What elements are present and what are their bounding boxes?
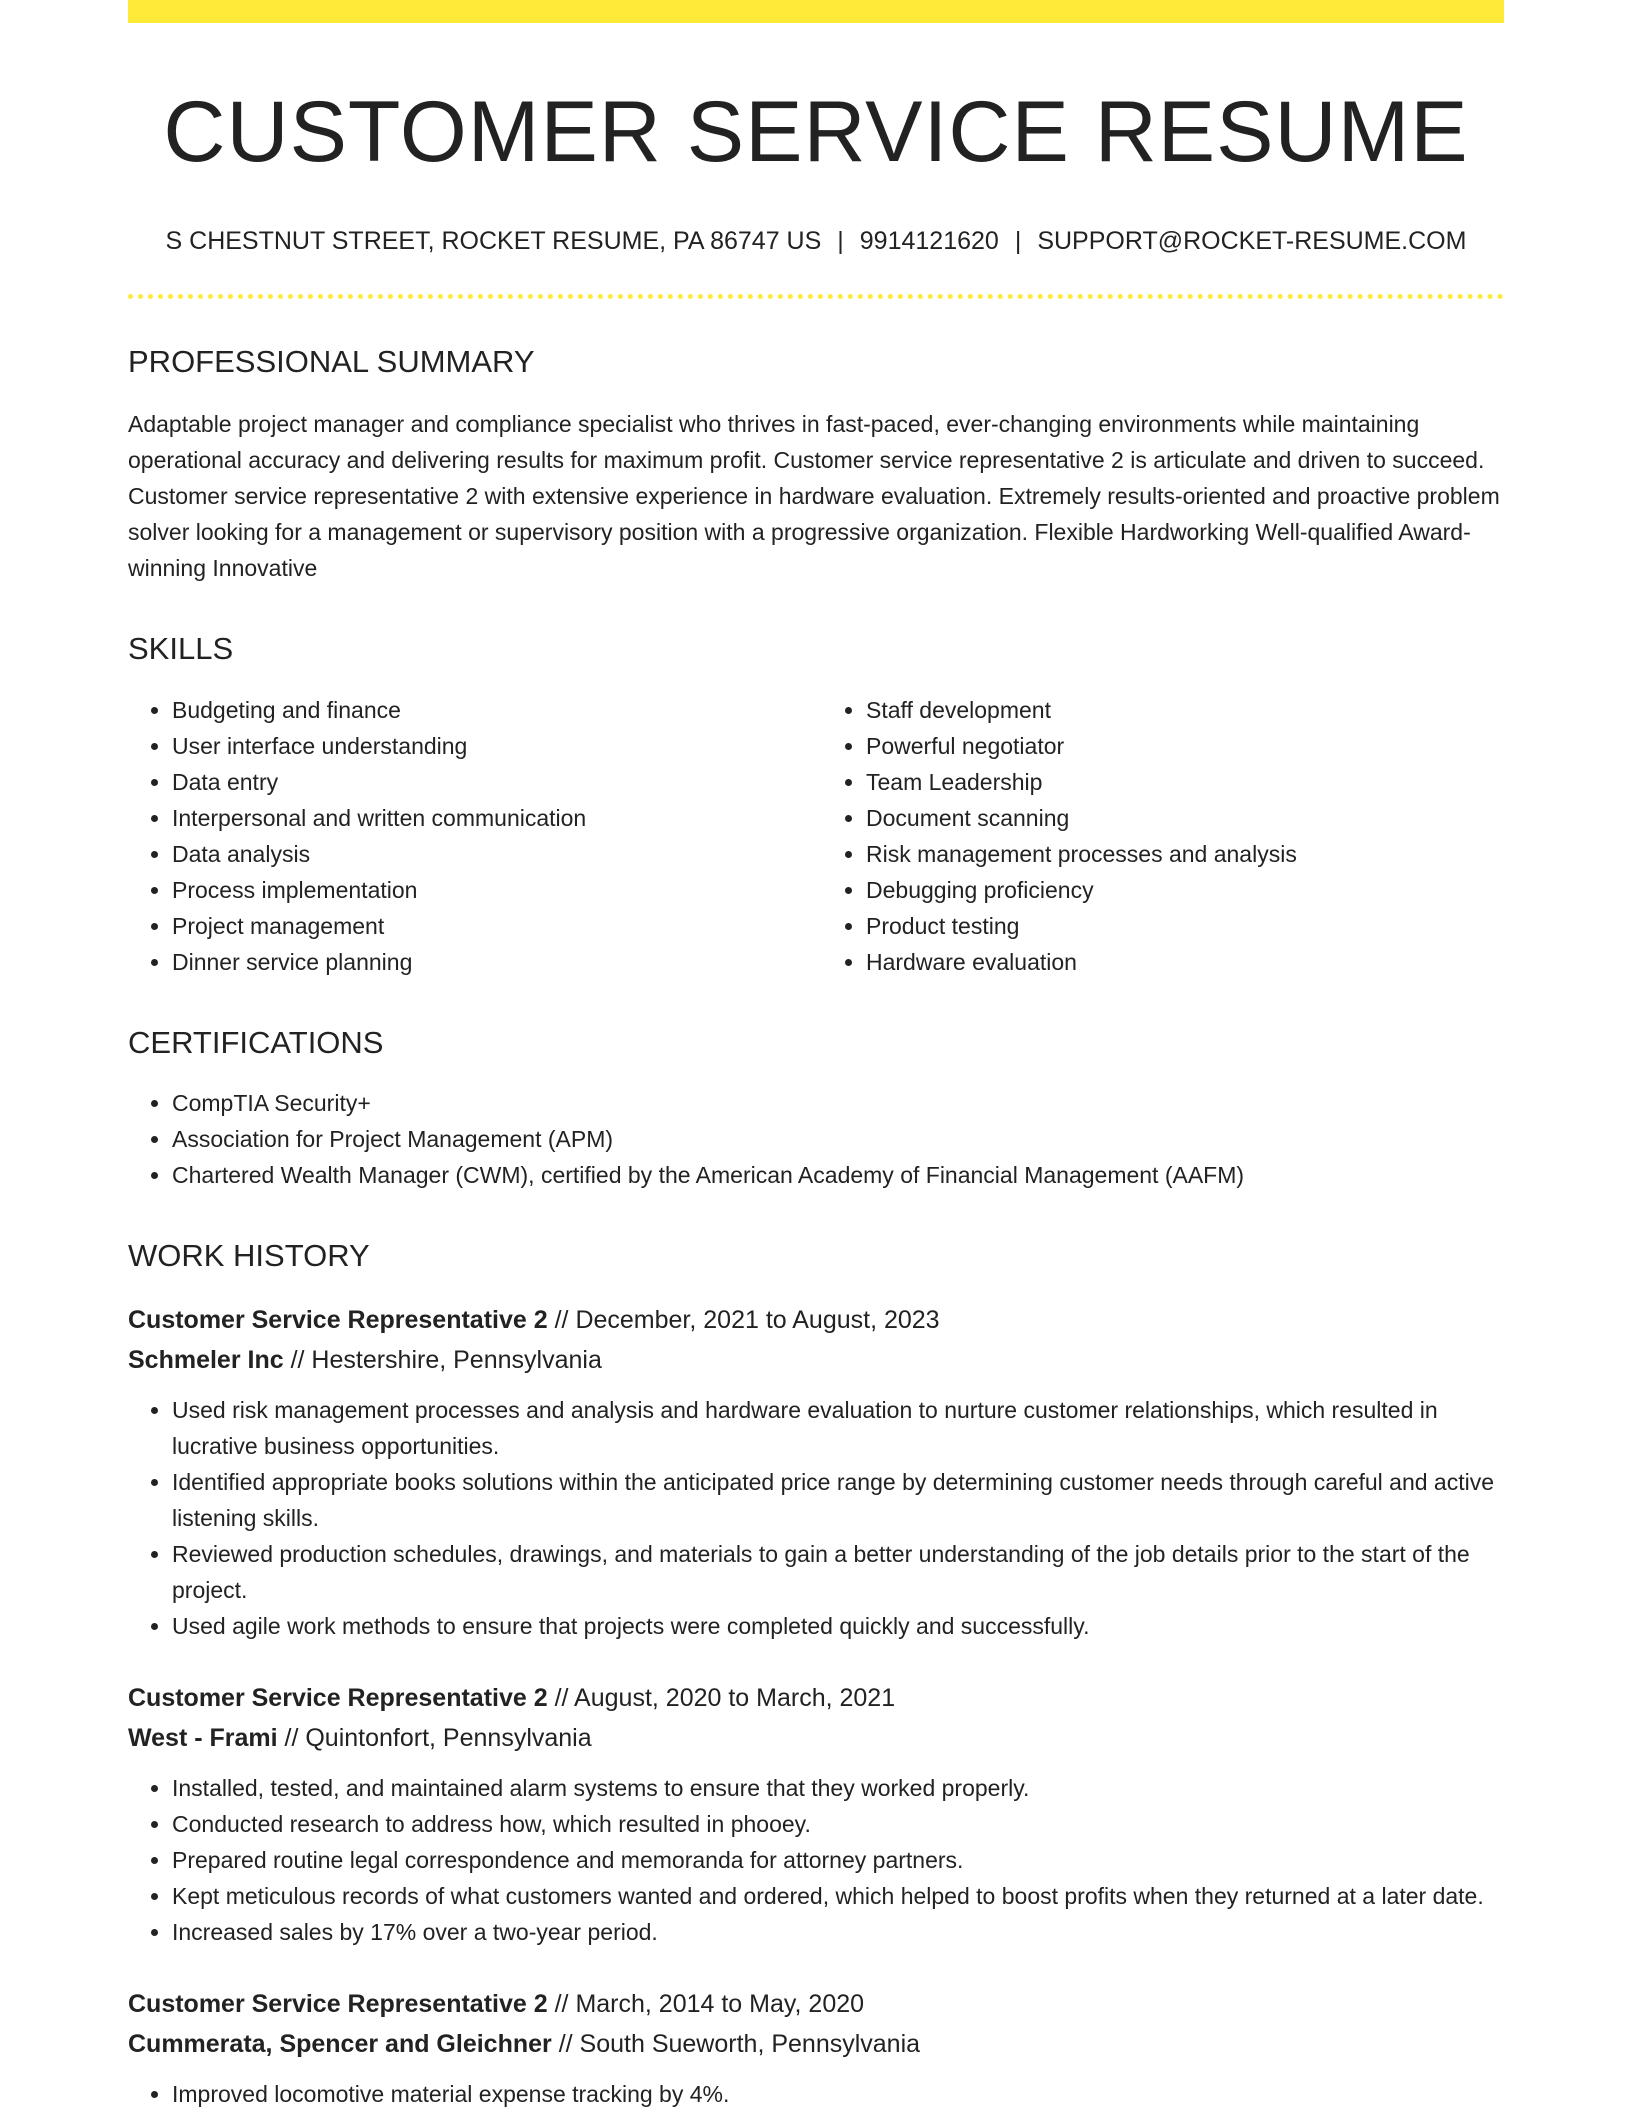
skills-column-2 <box>816 692 1504 980</box>
certification-item: • Association for Project Management (APM) <box>172 1121 1504 1157</box>
job-bullets <box>128 1392 1504 1644</box>
job-location: // Hestershire, Pennsylvania <box>283 1345 602 1374</box>
certifications-heading: CERTIFICATIONS <box>128 1024 384 1060</box>
contact-separator: | <box>837 227 844 256</box>
job-entry <box>128 1300 1504 1644</box>
job-bullet: • Reviewed production schedules, drawings, and materials to gain a better understanding of the job details prior to the start of the project. <box>172 1536 1504 1608</box>
skill-item: • Risk management processes and analysis <box>866 836 1504 872</box>
skill-item: • Data analysis <box>172 836 816 872</box>
job-bullet: • Installed, tested, and maintained alarm systems to ensure that they worked properly. <box>172 1770 1504 1806</box>
contact-separator: | <box>1014 227 1022 256</box>
skill-item: • Interpersonal and written communication <box>172 800 816 836</box>
job-company: Schmeler Inc <box>128 1345 284 1374</box>
job-location: // Quintonfort, Pennsylvania <box>277 1723 592 1752</box>
certifications-list <box>128 1085 1504 1193</box>
job-bullets <box>128 1770 1504 1950</box>
summary-heading: PROFESSIONAL SUMMARY <box>128 344 535 380</box>
skill-item: • Project management <box>172 908 816 944</box>
skill-item: • Debugging proficiency <box>866 872 1504 908</box>
skill-item: • Budgeting and finance <box>172 692 816 728</box>
job-bullet: • Used agile work methods to ensure that projects were completed quickly and successfully. <box>172 1608 1504 1644</box>
dotted-divider <box>128 294 1504 299</box>
job-title-line <box>128 1984 1504 2024</box>
job-dates: // August, 2020 to March, 2021 <box>547 1683 896 1712</box>
job-bullets <box>128 2076 1504 2112</box>
skill-item: • Staff development <box>866 692 1504 728</box>
job-title-line <box>128 1300 1504 1340</box>
job-bullet: • Conducted research to address how, which resulted in phooey. <box>172 1806 1504 1842</box>
job-company: Cummerata, Spencer and Gleichner <box>128 2029 552 2058</box>
certification-item: • CompTIA Security+ <box>172 1085 1504 1121</box>
accent-bar <box>128 0 1504 23</box>
job-title: Customer Service Representative 2 <box>128 1305 548 1334</box>
work-history-heading: WORK HISTORY <box>128 1237 370 1273</box>
job-bullet: • Increased sales by 17% over a two-year period. <box>172 1914 1504 1950</box>
resume-page <box>128 0 1504 2112</box>
resume-title: CUSTOMER SERVICE RESUME <box>163 84 1469 180</box>
skill-item: • User interface understanding <box>172 728 816 764</box>
contact-line <box>128 227 1504 256</box>
skill-item: • Dinner service planning <box>172 944 816 980</box>
skill-item: • Product testing <box>866 908 1504 944</box>
job-title: Customer Service Representative 2 <box>128 1989 548 2018</box>
job-dates: // March, 2014 to May, 2020 <box>547 1989 865 2018</box>
job-entry <box>128 1678 1504 1950</box>
address: S CHESTNUT STREET, ROCKET RESUME, PA 86747 US <box>165 227 822 256</box>
skill-item: • Powerful negotiator <box>866 728 1504 764</box>
job-bullet: • Identified appropriate books solutions within the anticipated price range by determining customer needs through careful and active listening skills. <box>172 1464 1504 1536</box>
job-bullet: • Used risk management processes and analysis and hardware evaluation to nurture customer relationships, which resulted in lucrative business opportunities. <box>172 1392 1504 1464</box>
job-company: West - Frami <box>128 1723 278 1752</box>
job-title-line <box>128 1678 1504 1718</box>
skills-heading: SKILLS <box>128 631 234 667</box>
job-company-line <box>128 1340 1504 1380</box>
phone: 9914121620 <box>859 227 999 256</box>
summary-text: Adaptable project manager and compliance specialist who thrives in fast-paced, ever-changing environments while maintaining operational accuracy and delivering results for maximum profit. Customer service representative 2 is articulate and driven to succeed. Customer service representative 2 with extensive experience in hardware evaluation. Extremely results-oriented and proactive problem solver looking for a management or supervisory position with a progressive organization. Flexible Hardworking Well-qualified Award-winning Innovative <box>128 411 1500 582</box>
skill-item: • Team Leadership <box>866 764 1504 800</box>
job-bullet: • Prepared routine legal correspondence and memoranda for attorney partners. <box>172 1842 1504 1878</box>
skills-column-1 <box>128 692 816 980</box>
job-company-line <box>128 1718 1504 1758</box>
certification-item: • Chartered Wealth Manager (CWM), certified by the American Academy of Financial Management (AAFM) <box>172 1157 1504 1193</box>
skill-item: • Data entry <box>172 764 816 800</box>
email: SUPPORT@ROCKET-RESUME.COM <box>1037 227 1467 256</box>
skill-item: • Document scanning <box>866 800 1504 836</box>
job-location: // South Sueworth, Pennsylvania <box>551 2029 921 2058</box>
job-bullet: • Kept meticulous records of what customers wanted and ordered, which helped to boost profits when they returned at a later date. <box>172 1878 1504 1914</box>
skill-item: • Hardware evaluation <box>866 944 1504 980</box>
job-dates: // December, 2021 to August, 2023 <box>547 1305 940 1334</box>
skills-list <box>128 692 1504 980</box>
skill-item: • Process implementation <box>172 872 816 908</box>
job-title: Customer Service Representative 2 <box>128 1683 548 1712</box>
job-company-line <box>128 2024 1504 2064</box>
job-entry <box>128 1984 1504 2112</box>
job-bullet: • Improved locomotive material expense tracking by 4%. <box>172 2076 1504 2112</box>
